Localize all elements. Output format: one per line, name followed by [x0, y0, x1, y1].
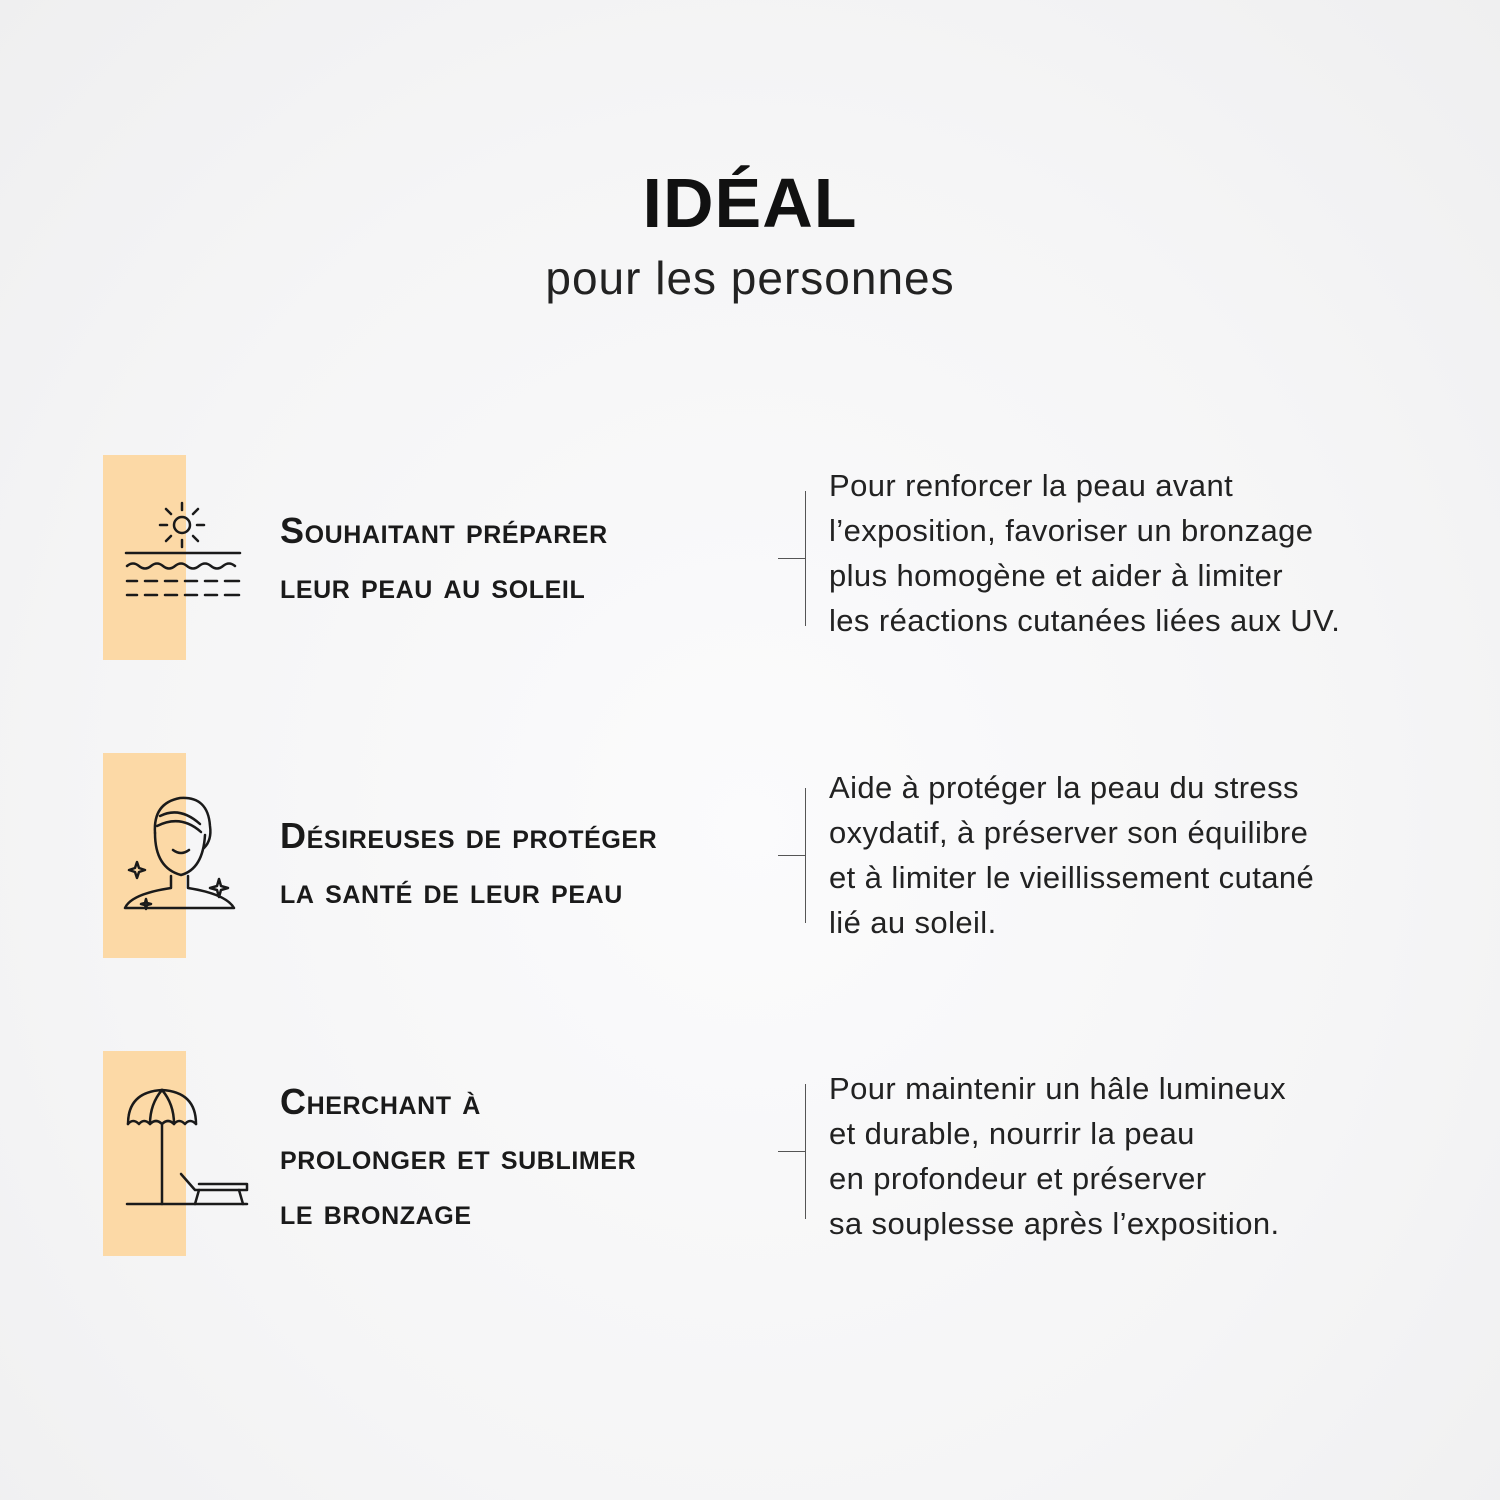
heading-line: leur peau au soleil [280, 565, 586, 606]
heading-line: la santé de leur peau [280, 870, 623, 911]
description-line: plus homogène et aider à limiter [829, 558, 1283, 593]
heading-line: Désireuses de protéger [280, 815, 658, 856]
benefit-row-prolong-tan [0, 1051, 1500, 1256]
benefit-description [829, 463, 1489, 643]
description-line: oxydatif, à préserver son équilibre [829, 815, 1309, 850]
description-line: les réactions cutanées liées aux UV. [829, 603, 1341, 638]
benefit-heading [280, 808, 770, 918]
page-title: IDÉAL [642, 164, 858, 242]
benefit-row-protect-skin [0, 753, 1500, 958]
description-line: et durable, nourrir la peau [829, 1116, 1195, 1151]
description-line: en profondeur et préserver [829, 1161, 1207, 1196]
benefit-description [829, 765, 1489, 945]
woman-towel-face-icon [115, 788, 255, 923]
benefit-row-prepare-skin [0, 455, 1500, 660]
benefit-heading [280, 1074, 770, 1239]
bracket-divider [778, 788, 806, 923]
page-subtitle: pour les personnes [545, 252, 955, 304]
heading-line: le bronzage [280, 1191, 472, 1232]
description-line: et à limiter le vieillissement cutané [829, 860, 1315, 895]
bracket-divider [778, 491, 806, 626]
benefit-heading [280, 503, 770, 613]
description-line: Aide à protéger la peau du stress [829, 770, 1299, 805]
bracket-divider [778, 1084, 806, 1219]
description-line: Pour renforcer la peau avant [829, 468, 1234, 503]
heading-line: prolonger et sublimer [280, 1136, 637, 1177]
heading-line: Souhaitant préparer [280, 510, 608, 551]
benefit-description [829, 1066, 1489, 1246]
heading-line: Cherchant à [280, 1081, 481, 1122]
description-line: Pour maintenir un hâle lumineux [829, 1071, 1286, 1106]
description-line: sa souplesse après l’exposition. [829, 1206, 1280, 1241]
beach-umbrella-lounger-icon [115, 1086, 255, 1221]
description-line: lié au soleil. [829, 905, 997, 940]
sun-over-sea-icon [115, 490, 255, 625]
description-line: l’exposition, favoriser un bronzage [829, 513, 1314, 548]
